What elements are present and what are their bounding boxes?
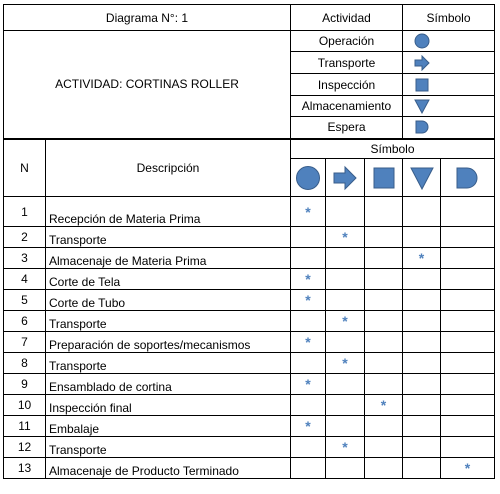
row-empty-cell xyxy=(403,395,441,416)
table-row xyxy=(4,197,495,227)
row-empty-cell xyxy=(291,458,326,479)
row-mark-cell xyxy=(365,395,403,416)
activity-mark: * xyxy=(342,313,348,329)
table-row xyxy=(4,269,495,290)
row-empty-cell xyxy=(291,353,326,374)
row-number: 2 xyxy=(4,227,46,248)
symbol-col-operacion xyxy=(291,159,326,197)
row-number: 12 xyxy=(4,437,46,458)
row-empty-cell xyxy=(403,227,441,248)
row-empty-cell xyxy=(291,227,326,248)
activity-mark: * xyxy=(305,292,311,308)
row-description: Almacenaje de Producto Terminado xyxy=(46,458,291,479)
table-row xyxy=(4,374,495,395)
row-empty-cell xyxy=(403,353,441,374)
row-empty-cell xyxy=(291,248,326,269)
row-empty-cell xyxy=(291,395,326,416)
arrow-right-icon xyxy=(332,165,358,191)
activity-mark: * xyxy=(305,271,311,287)
activity-mark: * xyxy=(305,334,311,350)
legend-icon-cell xyxy=(403,96,441,117)
row-empty-cell xyxy=(326,290,365,311)
row-mark-cell xyxy=(291,332,326,353)
row-empty-cell xyxy=(441,248,495,269)
row-mark-cell xyxy=(291,290,326,311)
row-empty-cell xyxy=(326,269,365,290)
row-description: Inspección final xyxy=(46,395,291,416)
row-empty-cell xyxy=(403,197,441,227)
row-empty-cell xyxy=(403,332,441,353)
row-number: 11 xyxy=(4,416,46,437)
row-empty-cell xyxy=(441,197,495,227)
row-empty-cell xyxy=(441,332,495,353)
row-description: Preparación de soportes/mecanismos xyxy=(46,332,291,353)
row-mark-cell xyxy=(326,437,365,458)
row-mark-cell xyxy=(326,353,365,374)
row-description: Almacenaje de Materia Prima xyxy=(46,248,291,269)
simbolo-subheader: Símbolo xyxy=(291,139,495,159)
row-number: 6 xyxy=(4,311,46,332)
row-empty-cell xyxy=(365,290,403,311)
activity-mark: * xyxy=(380,397,387,413)
table-row xyxy=(4,353,495,374)
row-empty-cell xyxy=(365,374,403,395)
diagram-title: Diagrama N°: 1 xyxy=(4,5,291,31)
row-description: Transporte xyxy=(46,437,291,458)
table-row xyxy=(4,248,495,269)
symbol-col-transporte xyxy=(326,159,365,197)
row-empty-cell xyxy=(403,311,441,332)
row-empty-cell xyxy=(326,416,365,437)
legend-icon-cell xyxy=(403,31,441,52)
table-row xyxy=(4,311,495,332)
row-empty-cell xyxy=(365,437,403,458)
table-row xyxy=(4,290,495,311)
row-empty-cell xyxy=(326,197,365,227)
row-number: 5 xyxy=(4,290,46,311)
row-empty-cell xyxy=(441,416,495,437)
legend-label-transporte: Transporte xyxy=(291,52,403,74)
row-number: 13 xyxy=(4,458,46,479)
row-empty-cell xyxy=(365,227,403,248)
simbolo-header: Símbolo xyxy=(403,5,495,31)
d-shape-icon xyxy=(454,165,482,191)
symbol-col-almacenamiento xyxy=(403,159,441,197)
table-row xyxy=(4,227,495,248)
symbol-col-espera xyxy=(441,159,495,197)
row-mark-cell xyxy=(441,458,495,479)
legend-label-inspeccion: Inspección xyxy=(291,74,403,96)
table-row xyxy=(4,332,495,353)
row-description: Ensamblado de cortina xyxy=(46,374,291,395)
legend-label-almacenamiento: Almacenamiento xyxy=(291,96,403,117)
table-row xyxy=(4,458,495,479)
symbol-col-inspeccion xyxy=(365,159,403,197)
activity-title: ACTIVIDAD: CORTINAS ROLLER xyxy=(4,31,291,139)
row-mark-cell xyxy=(326,311,365,332)
row-empty-cell xyxy=(403,416,441,437)
row-empty-cell xyxy=(441,311,495,332)
row-number: 4 xyxy=(4,269,46,290)
row-empty-cell xyxy=(365,416,403,437)
row-description: Transporte xyxy=(46,353,291,374)
activity-mark: * xyxy=(418,250,425,266)
row-empty-cell xyxy=(403,437,441,458)
row-mark-cell xyxy=(403,248,441,269)
row-empty-cell xyxy=(441,269,495,290)
table-row xyxy=(4,437,495,458)
activity-mark: * xyxy=(342,355,348,371)
row-empty-cell xyxy=(441,353,495,374)
diagram-table xyxy=(3,4,495,479)
square-icon xyxy=(414,77,430,93)
row-empty-cell xyxy=(403,290,441,311)
row-empty-cell xyxy=(441,437,495,458)
legend-icon-cell xyxy=(403,74,441,96)
square-icon xyxy=(371,165,397,191)
row-description: Corte de Tela xyxy=(46,269,291,290)
activity-mark: * xyxy=(342,439,348,455)
legend-icon-cell xyxy=(403,52,441,74)
activity-mark: * xyxy=(305,418,311,434)
row-empty-cell xyxy=(441,395,495,416)
row-number: 9 xyxy=(4,374,46,395)
descripcion-header: Descripción xyxy=(46,139,291,197)
arrow-right-icon xyxy=(414,55,430,71)
row-empty-cell xyxy=(365,248,403,269)
table-row xyxy=(4,395,495,416)
row-number: 1 xyxy=(4,197,46,227)
row-empty-cell xyxy=(403,374,441,395)
triangle-down-icon xyxy=(409,165,435,191)
row-number: 8 xyxy=(4,353,46,374)
row-empty-cell xyxy=(365,353,403,374)
row-description: Embalaje xyxy=(46,416,291,437)
row-empty-cell xyxy=(365,311,403,332)
row-empty-cell xyxy=(441,227,495,248)
row-description: Recepción de Materia Prima xyxy=(46,197,291,227)
activity-mark: * xyxy=(305,376,311,392)
circle-icon xyxy=(414,33,430,49)
row-empty-cell xyxy=(365,458,403,479)
row-number: 10 xyxy=(4,395,46,416)
row-empty-cell xyxy=(326,458,365,479)
row-mark-cell xyxy=(291,416,326,437)
row-empty-cell xyxy=(365,332,403,353)
row-empty-cell xyxy=(403,458,441,479)
row-mark-cell xyxy=(291,197,326,227)
d-shape-icon xyxy=(414,119,430,135)
activity-rows xyxy=(4,197,495,479)
row-empty-cell xyxy=(441,374,495,395)
n-header: N xyxy=(4,139,46,197)
row-empty-cell xyxy=(291,437,326,458)
legend-label-espera: Espera xyxy=(291,117,403,139)
row-number: 7 xyxy=(4,332,46,353)
legend-icon-cell xyxy=(403,117,441,139)
row-mark-cell xyxy=(291,374,326,395)
row-mark-cell xyxy=(291,269,326,290)
legend-label-operacion: Operación xyxy=(291,31,403,52)
row-description: Corte de Tubo xyxy=(46,290,291,311)
row-empty-cell xyxy=(326,374,365,395)
process-diagram xyxy=(3,4,495,479)
triangle-down-icon xyxy=(414,98,430,114)
row-empty-cell xyxy=(365,269,403,290)
row-number: 3 xyxy=(4,248,46,269)
table-row xyxy=(4,416,495,437)
row-description: Transporte xyxy=(46,227,291,248)
row-empty-cell xyxy=(326,248,365,269)
row-empty-cell xyxy=(403,269,441,290)
row-mark-cell xyxy=(326,227,365,248)
row-empty-cell xyxy=(441,290,495,311)
activity-mark: * xyxy=(342,229,348,245)
circle-icon xyxy=(295,165,321,191)
row-empty-cell xyxy=(326,332,365,353)
row-empty-cell xyxy=(291,311,326,332)
activity-mark: * xyxy=(464,460,471,476)
actividad-header: Actividad xyxy=(291,5,403,31)
row-empty-cell xyxy=(326,395,365,416)
row-description: Transporte xyxy=(46,311,291,332)
row-empty-cell xyxy=(365,197,403,227)
activity-mark: * xyxy=(305,203,311,220)
